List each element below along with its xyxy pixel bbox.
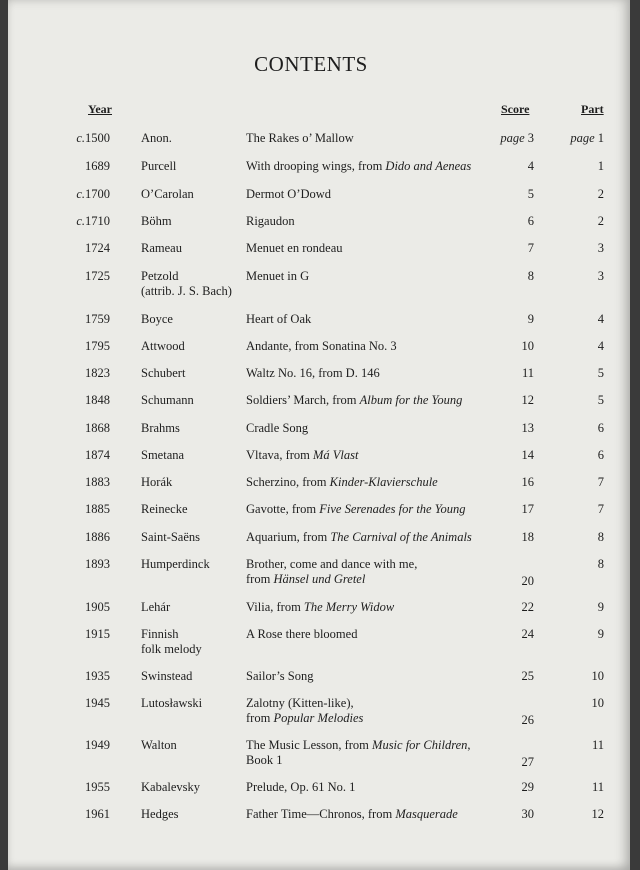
title-line	[246, 366, 496, 381]
entry-year	[85, 241, 110, 256]
work-title-italic: Album for the Young	[359, 393, 463, 407]
part-page-number: 6	[597, 448, 604, 462]
title-line	[246, 214, 496, 229]
entry-composer	[141, 159, 241, 174]
entry-title	[246, 600, 496, 615]
part-page-number: 2	[597, 187, 604, 201]
entry-year	[85, 807, 110, 822]
title-text: Heart of Oak	[246, 312, 312, 326]
entry-title	[246, 780, 496, 795]
entry-score-page	[522, 393, 535, 408]
title-text: The Music Lesson, from	[246, 738, 373, 752]
title-line	[246, 502, 496, 517]
header-score: Score	[501, 102, 530, 116]
title-line	[246, 312, 496, 327]
part-page-number: 3	[597, 241, 604, 255]
composer-line: Rameau	[141, 241, 182, 255]
title-line	[246, 711, 496, 726]
entry-title	[246, 241, 496, 256]
title-line	[246, 572, 496, 587]
score-page-number: 7	[527, 241, 534, 255]
entry-score-page	[528, 269, 534, 284]
title-line	[246, 448, 496, 463]
header-part: Part	[581, 102, 604, 116]
composer-line: Kabalevsky	[141, 780, 201, 794]
entry-year	[76, 214, 110, 229]
title-text: Andante, from Sonatina No. 3	[246, 339, 397, 353]
title-text: Waltz No. 16, from D. 146	[246, 366, 380, 380]
title-line	[246, 600, 496, 615]
year-circa-prefix: c.	[76, 187, 85, 201]
entry-part-page	[598, 448, 604, 463]
entry-year	[85, 159, 110, 174]
work-title-italic: Hänsel und Gretel	[273, 572, 366, 586]
work-title-italic: The Carnival of the Animals	[330, 530, 472, 544]
title-line	[246, 241, 496, 256]
title-text: Dermot O’Dowd	[246, 187, 332, 201]
entry-composer	[141, 241, 241, 256]
entry-score-page	[522, 807, 535, 822]
entry-part-page	[598, 241, 604, 256]
part-page-number: 6	[597, 421, 604, 435]
year-value: 1795	[85, 339, 110, 353]
title-line	[246, 738, 496, 753]
score-page-prefix: page	[500, 131, 528, 145]
entry-composer	[141, 448, 241, 463]
entry-part-page	[592, 807, 605, 822]
composer-line: Finnish	[141, 627, 179, 641]
title-text: from	[246, 711, 274, 725]
entry-score-page	[522, 339, 535, 354]
entry-title	[246, 393, 496, 408]
year-value: 1883	[85, 475, 110, 489]
entry-score-page	[528, 241, 534, 256]
entry-composer	[141, 421, 241, 436]
title-line	[246, 339, 496, 354]
part-page-number: 3	[597, 269, 604, 283]
composer-line: Attwood	[141, 339, 185, 353]
title-text: Vltava, from	[246, 448, 313, 462]
entry-score-page	[528, 312, 534, 327]
entry-year	[85, 269, 110, 284]
title-line	[246, 669, 496, 684]
entry-score-page	[522, 448, 535, 463]
title-line	[246, 807, 496, 822]
entry-score-page	[522, 574, 535, 589]
title-text: A Rose there bloomed	[246, 627, 358, 641]
entry-score-page	[500, 131, 534, 146]
entry-year	[85, 475, 110, 490]
title-text: Menuet in G	[246, 269, 310, 283]
work-title-italic: Five Serenades for the Young	[319, 502, 466, 516]
year-value: 1893	[85, 557, 110, 571]
entry-year	[85, 738, 110, 753]
entry-score-page	[528, 187, 534, 202]
composer-line: Schubert	[141, 366, 186, 380]
score-page-number: 30	[521, 807, 534, 821]
entry-title	[246, 448, 496, 463]
title-text: Book 1	[246, 753, 283, 767]
entry-part-page	[598, 312, 604, 327]
part-page-number: 2	[597, 214, 604, 228]
part-page-number: 10	[591, 669, 604, 683]
entry-title	[246, 366, 496, 381]
title-text: Father Time—Chronos, from	[246, 807, 396, 821]
entry-score-page	[522, 780, 535, 795]
composer-line: O’Carolan	[141, 187, 194, 201]
entry-part-page	[598, 627, 604, 642]
entry-composer	[141, 312, 241, 327]
composer-line: Swinstead	[141, 669, 193, 683]
year-value: 1961	[85, 807, 110, 821]
entry-year	[85, 393, 110, 408]
title-line	[246, 530, 496, 545]
entry-score-page	[522, 755, 535, 770]
entry-composer	[141, 807, 241, 822]
entry-score-page	[522, 530, 535, 545]
year-value: 1724	[85, 241, 110, 255]
entry-title	[246, 696, 496, 726]
entry-title	[246, 339, 496, 354]
entry-part-page	[592, 696, 605, 711]
work-title-italic: Music for Children	[372, 738, 468, 752]
title-text: Zalotny (Kitten-like),	[246, 696, 354, 710]
entry-composer	[141, 502, 241, 517]
year-value: 1874	[85, 448, 110, 462]
year-value: 1823	[85, 366, 110, 380]
title-text: With drooping wings, from	[246, 159, 386, 173]
entry-title	[246, 421, 496, 436]
entry-composer	[141, 366, 241, 381]
entry-score-page	[528, 159, 534, 174]
part-page-number: 4	[597, 339, 604, 353]
entry-score-page	[522, 475, 535, 490]
entry-part-page	[592, 738, 604, 753]
contents-page	[8, 0, 630, 870]
year-circa-prefix: c.	[76, 214, 85, 228]
composer-line: Brahms	[141, 421, 180, 435]
work-title-italic: Masquerade	[395, 807, 458, 821]
entry-title	[246, 475, 496, 490]
entry-part-page	[598, 269, 604, 284]
composer-line: Reinecke	[141, 502, 188, 516]
composer-line: Petzold	[141, 269, 179, 283]
year-value: 1885	[85, 502, 110, 516]
title-line	[246, 780, 496, 795]
title-line	[246, 131, 496, 146]
title-line	[246, 475, 496, 490]
score-page-number: 4	[527, 159, 534, 173]
entry-score-page	[522, 366, 534, 381]
entry-part-page	[598, 530, 604, 545]
year-value: 1500	[85, 131, 110, 145]
score-page-number: 18	[521, 530, 534, 544]
part-page-number: 7	[597, 502, 604, 516]
work-title-italic: Popular Melodies	[273, 711, 364, 725]
composer-line: Walton	[141, 738, 177, 752]
entry-year	[85, 696, 110, 711]
title-line	[246, 269, 496, 284]
part-page-number: 5	[597, 366, 604, 380]
part-page-number: 10	[591, 696, 604, 710]
part-page-number: 12	[591, 807, 604, 821]
title-text: from	[246, 572, 274, 586]
score-page-number: 20	[521, 574, 534, 588]
composer-line: folk melody	[141, 642, 202, 656]
entry-score-page	[522, 627, 535, 642]
year-value: 1905	[85, 600, 110, 614]
score-page-number: 10	[521, 339, 534, 353]
score-page-number: 16	[521, 475, 534, 489]
entry-composer	[141, 780, 241, 795]
year-value: 1886	[85, 530, 110, 544]
score-page-number: 6	[527, 214, 534, 228]
entry-year	[85, 530, 110, 545]
composer-line: Schumann	[141, 393, 194, 407]
entry-composer	[141, 339, 241, 354]
title-line	[246, 627, 496, 642]
part-page-number: 7	[597, 475, 604, 489]
part-page-number: 9	[597, 600, 604, 614]
score-page-number: 5	[527, 187, 534, 201]
part-page-prefix: page	[570, 131, 598, 145]
year-circa-prefix: c.	[76, 131, 85, 145]
title-text: Gavotte, from	[246, 502, 320, 516]
work-title-italic: Kinder-Klavierschule	[329, 475, 438, 489]
title-text: Menuet en rondeau	[246, 241, 343, 255]
part-page-number: 4	[597, 312, 604, 326]
page-title: CONTENTS	[254, 52, 368, 76]
entry-score-page	[522, 600, 535, 615]
entry-composer	[141, 627, 241, 657]
entry-year	[85, 557, 110, 572]
entry-part-page	[598, 393, 604, 408]
entry-title	[246, 312, 496, 327]
entry-title	[246, 159, 496, 174]
title-line	[246, 187, 496, 202]
entry-year	[85, 669, 110, 684]
title-line	[246, 421, 496, 436]
entry-composer	[141, 475, 241, 490]
part-page-number: 1	[597, 131, 604, 145]
year-value: 1759	[85, 312, 110, 326]
entry-part-page	[598, 502, 604, 517]
part-page-number: 11	[591, 738, 604, 752]
title-text: Aquarium, from	[246, 530, 331, 544]
score-page-number: 3	[527, 131, 534, 145]
entry-composer	[141, 600, 241, 615]
entry-title	[246, 738, 496, 768]
entry-title	[246, 187, 496, 202]
composer-line: (attrib. J. S. Bach)	[141, 284, 232, 298]
work-title-italic: Dido and Aeneas	[385, 159, 472, 173]
entry-composer	[141, 269, 241, 299]
entry-year	[85, 502, 110, 517]
entry-score-page	[528, 214, 534, 229]
entry-part-page	[598, 475, 604, 490]
title-line	[246, 393, 496, 408]
entry-composer	[141, 738, 241, 753]
entry-title	[246, 627, 496, 642]
title-line	[246, 696, 496, 711]
year-value: 1700	[85, 187, 110, 201]
title-text: Scherzino, from	[246, 475, 330, 489]
year-value: 1725	[85, 269, 110, 283]
score-page-number: 27	[521, 755, 534, 769]
entry-part-page	[598, 187, 604, 202]
entry-part-page	[598, 159, 604, 174]
title-text: Sailor’s Song	[246, 669, 314, 683]
title-line	[246, 753, 496, 768]
year-value: 1915	[85, 627, 110, 641]
composer-line: Saint-Saëns	[141, 530, 201, 544]
entry-year	[85, 627, 110, 642]
entry-title	[246, 669, 496, 684]
score-page-number: 22	[521, 600, 534, 614]
entry-composer	[141, 696, 241, 711]
score-page-number: 9	[527, 312, 534, 326]
entry-score-page	[522, 713, 535, 728]
entry-part-page	[598, 214, 604, 229]
title-line	[246, 557, 496, 572]
year-value: 1689	[85, 159, 110, 173]
score-page-number: 8	[527, 269, 534, 283]
part-page-number: 9	[597, 627, 604, 641]
entry-year	[85, 312, 110, 327]
entry-part-page	[598, 600, 604, 615]
composer-line: Purcell	[141, 159, 177, 173]
year-value: 1955	[85, 780, 110, 794]
score-page-number: 24	[521, 627, 534, 641]
entry-composer	[141, 557, 241, 572]
title-text: Rigaudon	[246, 214, 295, 228]
score-page-number: 14	[521, 448, 534, 462]
title-text: Brother, come and dance with me,	[246, 557, 418, 571]
part-page-number: 5	[597, 393, 604, 407]
score-page-number: 29	[521, 780, 534, 794]
year-value: 1710	[85, 214, 110, 228]
composer-line: Hedges	[141, 807, 179, 821]
score-page-number: 26	[521, 713, 534, 727]
composer-line: Böhm	[141, 214, 172, 228]
year-value: 1945	[85, 696, 110, 710]
entry-composer	[141, 187, 241, 202]
entry-composer	[141, 214, 241, 229]
title-text: Soldiers’ March, from	[246, 393, 360, 407]
entry-score-page	[522, 421, 535, 436]
work-title-italic: Má Vlast	[313, 448, 359, 462]
title-text: Vilia, from	[246, 600, 304, 614]
composer-line: Lehár	[141, 600, 171, 614]
score-page-number: 25	[521, 669, 534, 683]
score-page-number: 13	[521, 421, 534, 435]
entry-year	[85, 780, 110, 795]
entry-year	[85, 366, 110, 381]
entry-part-page	[592, 669, 605, 684]
entry-year	[85, 448, 110, 463]
composer-line: Lutosławski	[141, 696, 203, 710]
entry-year	[85, 600, 110, 615]
entry-composer	[141, 393, 241, 408]
composer-line: Anon.	[141, 131, 172, 145]
entry-part-page	[592, 780, 604, 795]
part-page-number: 1	[597, 159, 604, 173]
entry-composer	[141, 669, 241, 684]
entry-title	[246, 214, 496, 229]
composer-line: Boyce	[141, 312, 173, 326]
part-page-number: 8	[597, 557, 604, 571]
composer-line: Smetana	[141, 448, 185, 462]
score-page-number: 17	[521, 502, 534, 516]
year-value: 1848	[85, 393, 110, 407]
entry-part-page	[598, 339, 604, 354]
entry-part-page	[598, 557, 604, 572]
entry-year	[76, 131, 110, 146]
score-page-number: 11	[521, 366, 534, 380]
entry-title	[246, 269, 496, 284]
entry-title	[246, 530, 496, 545]
year-value: 1868	[85, 421, 110, 435]
entry-score-page	[522, 669, 535, 684]
entry-score-page	[522, 502, 535, 517]
entry-part-page	[598, 421, 604, 436]
title-line	[246, 159, 496, 174]
entry-year	[76, 187, 110, 202]
title-text: Cradle Song	[246, 421, 309, 435]
composer-line: Humperdinck	[141, 557, 210, 571]
entry-composer	[141, 530, 241, 545]
score-page-number: 12	[521, 393, 534, 407]
entry-composer	[141, 131, 241, 146]
entry-title	[246, 807, 496, 822]
entry-part-page	[598, 366, 604, 381]
part-page-number: 8	[597, 530, 604, 544]
entry-title	[246, 557, 496, 587]
title-text: The Rakes o’ Mallow	[246, 131, 354, 145]
entry-part-page	[570, 131, 604, 146]
header-year: Year	[88, 102, 112, 116]
entry-year	[85, 339, 110, 354]
composer-line: Horák	[141, 475, 173, 489]
part-page-number: 11	[591, 780, 604, 794]
entry-year	[85, 421, 110, 436]
year-value: 1935	[85, 669, 110, 683]
entry-title	[246, 131, 496, 146]
title-text: Prelude, Op. 61 No. 1	[246, 780, 356, 794]
work-title-italic: The Merry Widow	[303, 600, 395, 614]
year-value: 1949	[85, 738, 110, 752]
title-text: ,	[467, 738, 471, 752]
entry-title	[246, 502, 496, 517]
